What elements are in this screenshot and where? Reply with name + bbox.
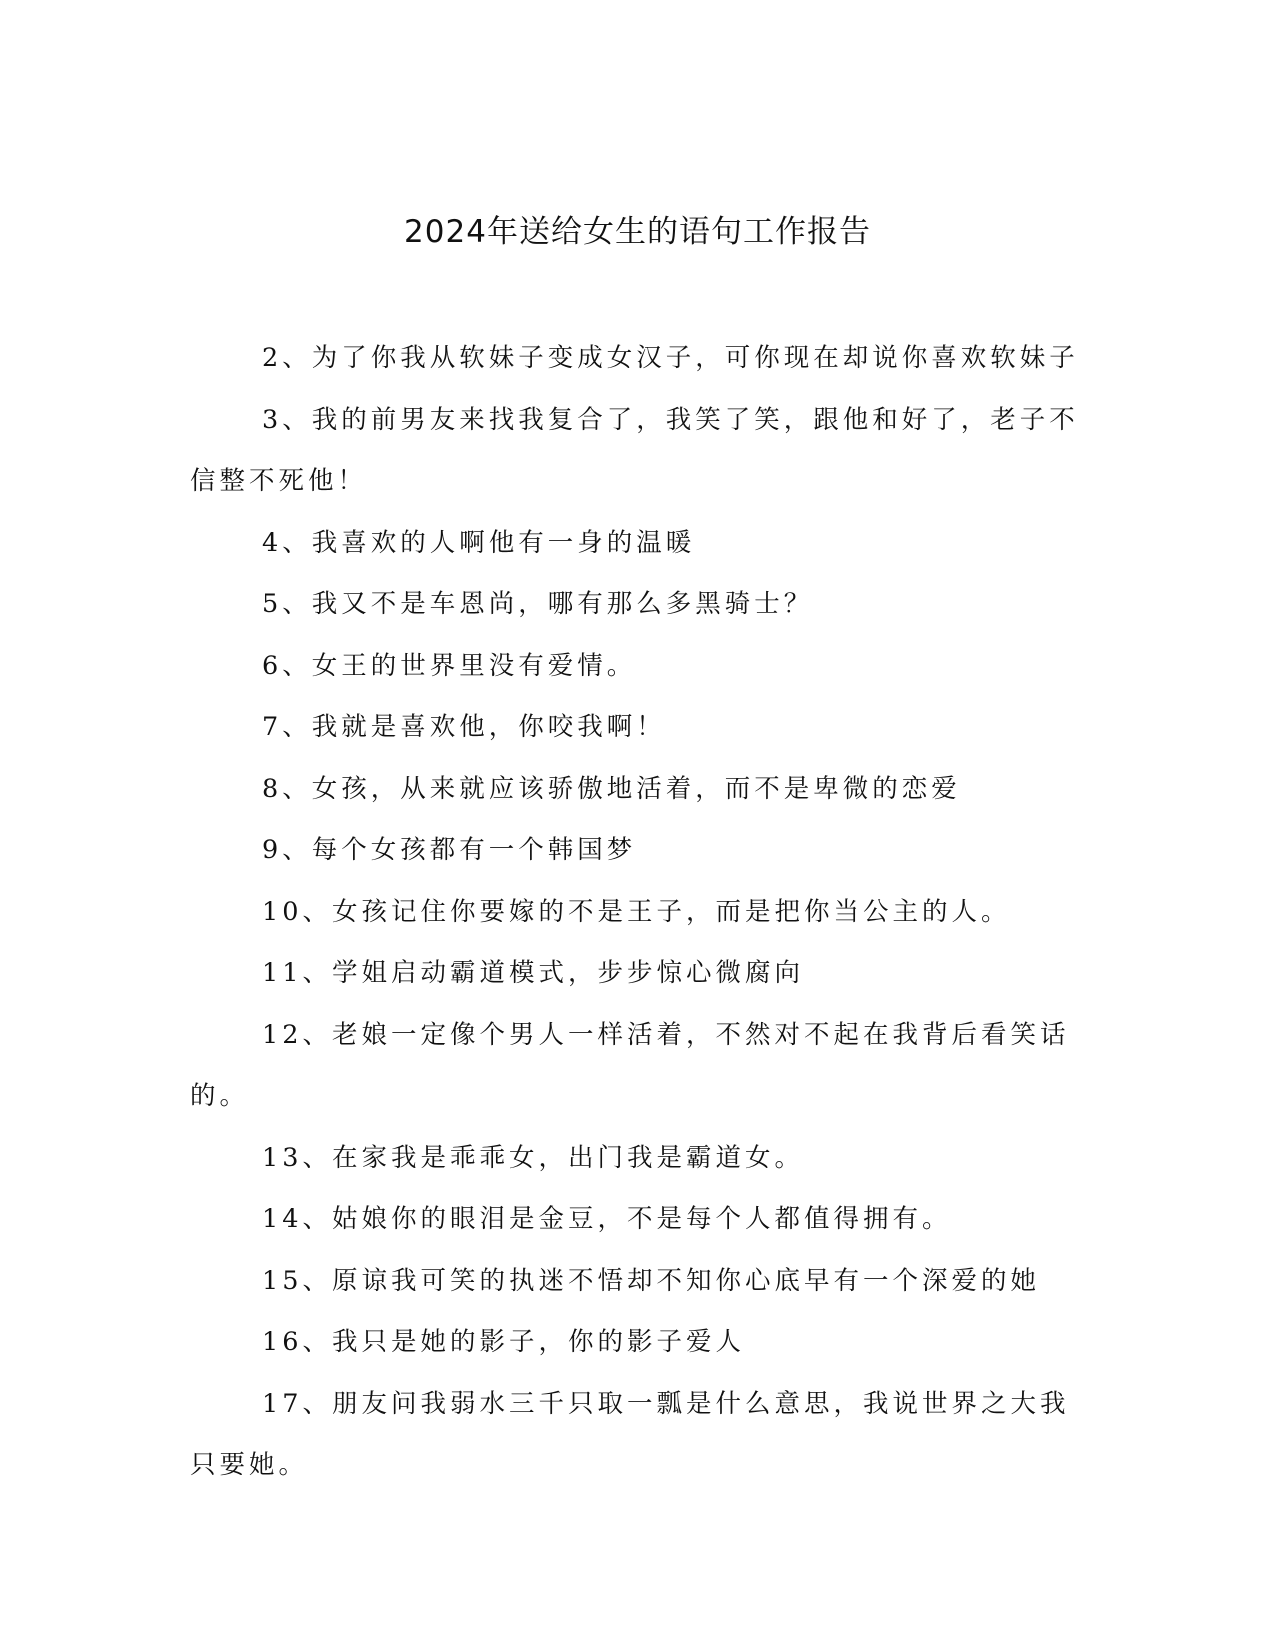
- paragraph-10: 10、女孩记住你要嫁的不是王子，而是把你当公主的人。: [262, 896, 1011, 927]
- paragraph-3: 3、我的前男友来找我复合了，我笑了笑，跟他和好了，老子不信整不死他！: [190, 404, 1079, 496]
- paragraph-5: 5、我又不是车恩尚，哪有那么多黑骑士？: [262, 589, 814, 619]
- paragraph-17: 17、朋友问我弱水三千只取一瓢是什么意思，我说世界之大我只要她。: [190, 1388, 1070, 1480]
- paragraph-7: 7、我就是喜欢他，你咬我啊！: [262, 712, 666, 742]
- paragraph-16: 16、我只是她的影子，你的影子爱人: [262, 1327, 745, 1357]
- paragraph-11: 11、学姐启动霸道模式，步步惊心微腐向: [262, 958, 804, 988]
- paragraph-15: 15、原谅我可笑的执迷不悟却不知你心底早有一个深爱的她: [262, 1265, 1040, 1296]
- paragraph-2: 2、为了你我从软妹子变成女汉子，可你现在却说你喜欢软妹子: [262, 343, 1079, 373]
- paragraph-13: 13、在家我是乖乖女，出门我是霸道女。: [262, 1142, 804, 1173]
- paragraph-14: 14、姑娘你的眼泪是金豆，不是每个人都值得拥有。: [262, 1204, 952, 1234]
- paragraph-6: 6、女王的世界里没有爱情。: [262, 650, 637, 681]
- document-body: [190, 328, 1080, 1497]
- paragraph-8: 8、女孩，从来就应该骄傲地活着，而不是卑微的恋爱: [262, 773, 961, 804]
- document-title: 2024年送给女生的语句工作报告: [404, 214, 871, 250]
- paragraph-12: 12、老娘一定像个男人一样活着，不然对不起在我背后看笑话的。: [190, 1019, 1070, 1111]
- paragraph-9: 9、每个女孩都有一个韩国梦: [262, 835, 637, 865]
- paragraph-4: 4、我喜欢的人啊他有一身的温暖: [262, 527, 696, 558]
